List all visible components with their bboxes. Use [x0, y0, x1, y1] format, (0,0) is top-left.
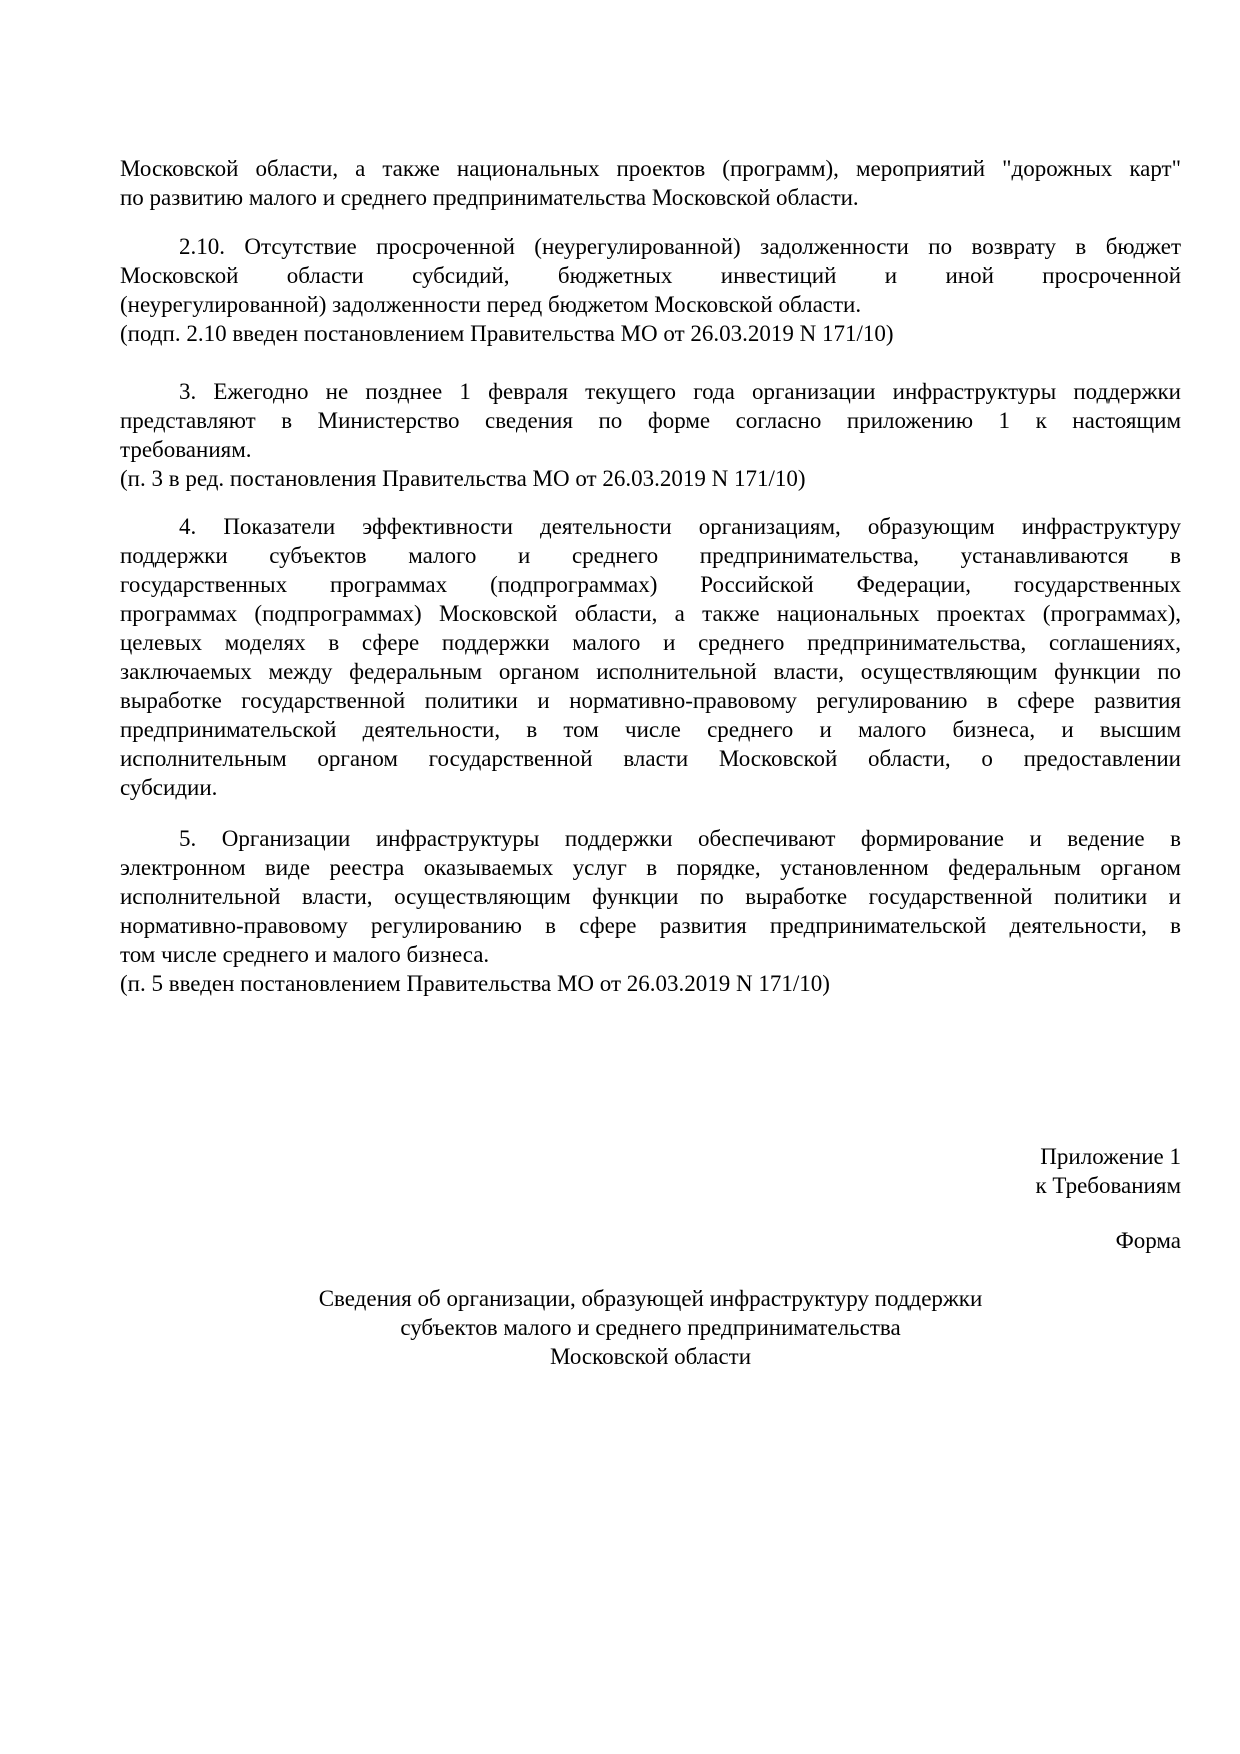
amendment-note: (п. 5 введен постановлением Правительства МО от 26.03.2019 N 171/10) [120, 971, 830, 996]
amendment-note: (п. 3 в ред. постановления Правительства МО от 26.03.2019 N 171/10) [120, 466, 806, 491]
appendix-number: Приложение 1 [1040, 1144, 1181, 1169]
paragraph-3 [120, 377, 1181, 493]
paragraph-line: представляют в Министерство сведения по форме согласно приложению 1 к настоящим [120, 408, 1181, 433]
paragraph-line: Московской области, а также национальных проектов (программ), мероприятий "дорожных карт" [120, 156, 1181, 181]
paragraph-line: 2.10. Отсутствие просроченной (неурегулированной) задолженности по возврату в бюджет [179, 234, 1181, 259]
paragraph-line: поддержки субъектов малого и среднего предпринимательства, устанавливаются в [120, 543, 1181, 568]
paragraph-line: 5. Организации инфраструктуры поддержки обеспечивают формирование и ведение в [179, 826, 1181, 851]
form-title-line: субъектов малого и среднего предпринимательства [400, 1315, 901, 1340]
paragraph-continuation [120, 154, 1181, 212]
paragraph-line: том числе среднего и малого бизнеса. [120, 942, 490, 967]
paragraph-line: предпринимательской деятельности, в том числе среднего и малого бизнеса, и высшим [120, 717, 1181, 742]
paragraph-line: заключаемых между федеральным органом исполнительной власти, осуществляющим функции по [120, 659, 1181, 684]
form-title-line: Сведения об организации, образующей инфраструктуру поддержки [318, 1286, 983, 1311]
form-label: Форма [1115, 1228, 1181, 1253]
paragraph-4 [120, 512, 1181, 802]
paragraph-2-10 [120, 232, 1181, 348]
paragraph-line: субсидии. [120, 775, 218, 800]
paragraph-line: исполнительной власти, осуществляющим функции по выработке государственной политики и [120, 884, 1181, 909]
paragraph-line: исполнительным органом государственной власти Московской области, о предоставлении [120, 746, 1181, 771]
appendix-reference: к Требованиям [1035, 1173, 1181, 1198]
paragraph-line: 3. Ежегодно не позднее 1 февраля текущего года организации инфраструктуры поддержки [179, 379, 1181, 404]
amendment-note: (подп. 2.10 введен постановлением Правительства МО от 26.03.2019 N 171/10) [120, 321, 894, 346]
paragraph-line: по развитию малого и среднего предпринимательства Московской области. [120, 185, 859, 210]
form-title [120, 1284, 1181, 1371]
paragraph-line: требованиям. [120, 437, 252, 462]
paragraph-line: электронном виде реестра оказываемых услуг в порядке, установленном федеральным органом [120, 855, 1181, 880]
paragraph-line: (неурегулированной) задолженности перед бюджетом Московской области. [120, 292, 862, 317]
paragraph-line: целевых моделях в сфере поддержки малого и среднего предпринимательства, соглашениях, [120, 630, 1181, 655]
paragraph-line: государственных программах (подпрограммах) Российской Федерации, государственных [120, 572, 1181, 597]
paragraph-line: 4. Показатели эффективности деятельности организациям, образующим инфраструктуру [179, 514, 1181, 539]
paragraph-line: программах (подпрограммах) Московской области, а также национальных проектах (программах), [120, 601, 1181, 626]
paragraph-line: выработке государственной политики и нормативно-правовому регулированию в сфере развития [120, 688, 1181, 713]
appendix-heading [1035, 1142, 1181, 1200]
paragraph-line: Московской области субсидий, бюджетных инвестиций и иной просроченной [120, 263, 1181, 288]
paragraph-line: нормативно-правовому регулированию в сфере развития предпринимательской деятельности, в [120, 913, 1181, 938]
form-title-line: Московской области [549, 1344, 752, 1369]
paragraph-5 [120, 824, 1181, 998]
